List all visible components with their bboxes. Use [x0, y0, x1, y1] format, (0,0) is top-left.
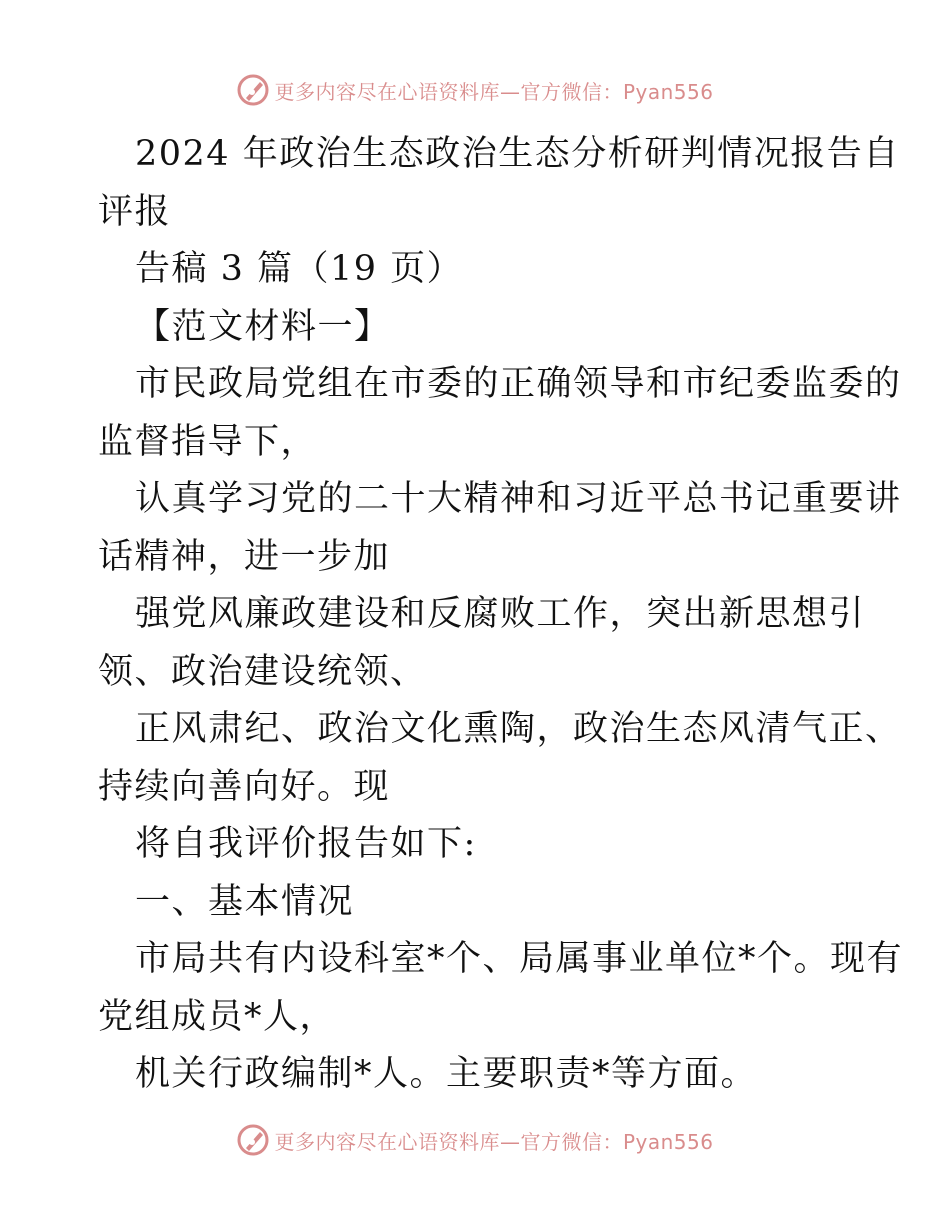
paragraph-line: 机关行政编制*人。主要职责*等方面。 — [135, 1054, 758, 1094]
section-heading: 【范文材料一】 — [135, 306, 391, 347]
watermark-text: 更多内容尽在心语资料库—官方微信：Pyan556 — [274, 1129, 714, 1154]
paragraph-line: 强党风廉政建设和反腐败工作，突出新思想引 — [135, 594, 866, 634]
title-line-3: 告稿 3 篇（19 页） — [135, 249, 464, 289]
paragraph-line: 持续向善向好。现 — [98, 766, 391, 807]
paragraph-line: 将自我评价报告如下: — [135, 824, 477, 864]
subheading: 一、基本情况 — [135, 881, 355, 922]
paragraph-line: 监督指导下， — [98, 421, 318, 462]
watermark-text: 更多内容尽在心语资料库—官方微信：Pyan556 — [274, 79, 714, 104]
paragraph-line: 认真学习党的二十大精神和习近平总书记重要讲 — [135, 479, 902, 519]
paragraph-line: 正风肃纪、政治文化熏陶，政治生态风清气正、 — [135, 709, 902, 749]
paragraph-line: 市局共有内设科室*个、局属事业单位*个。现有 — [135, 939, 904, 979]
title-line-2: 评报 — [98, 191, 172, 232]
document-body — [98, 126, 904, 1104]
paragraph-line: 党组成员*人， — [98, 996, 337, 1037]
paragraph-line: 市民政局党组在市委的正确领导和市纪委监委的 — [135, 364, 902, 404]
paragraph-line: 领、政治建设统领、 — [98, 651, 427, 692]
title-line-1: 2024 年政治生态政治生态分析研判情况报告自 — [135, 134, 900, 174]
pen-logo-icon — [236, 1123, 270, 1157]
pen-logo-icon — [236, 73, 270, 107]
paragraph-line: 话精神，进一步加 — [98, 536, 391, 577]
footer-watermark — [0, 1120, 950, 1160]
header-watermark — [0, 70, 950, 110]
